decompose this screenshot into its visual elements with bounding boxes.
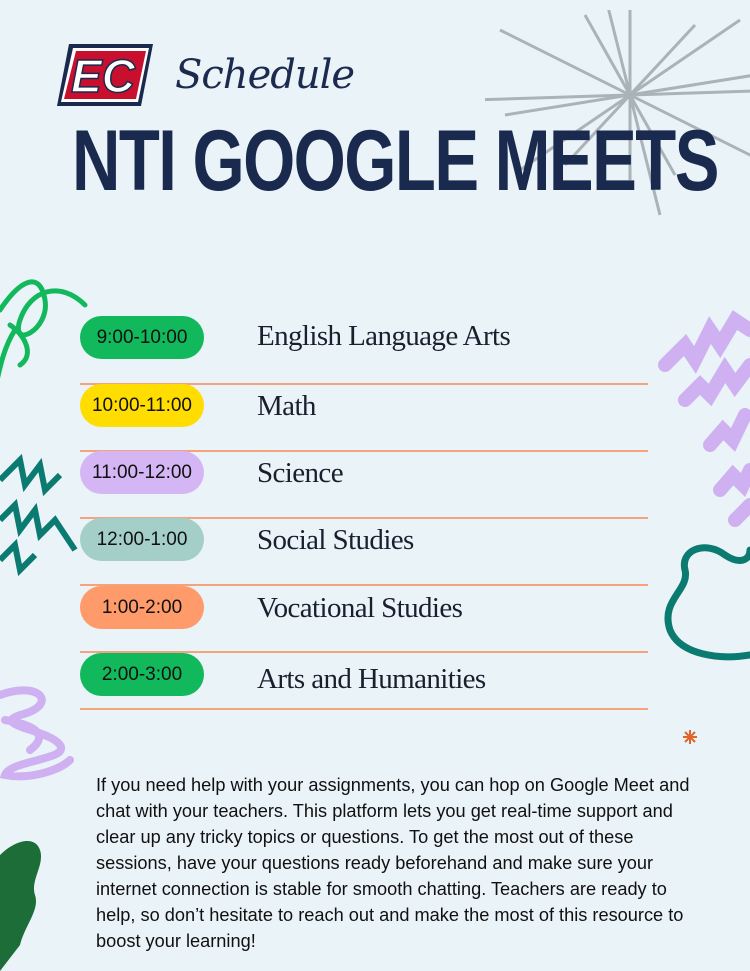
subject-label: English Language Arts	[257, 320, 511, 352]
schedule-row	[80, 316, 648, 385]
teal-loop-decoration	[660, 540, 750, 670]
time-badge: 9:00-10:00	[80, 316, 204, 359]
help-paragraph: If you need help with your assignments, you can hop on Google Meet and chat with your teachers. This platform lets you get real-time support and clear up any tricky topics or questions. To get the most out of these sessions, have your questions ready beforehand and make sure your internet connection is stable for smooth chatting. Teachers are ready to help, so don’t hesitate to reach out and make the most of this resource to boost your learning!	[96, 775, 690, 951]
schedule-row	[80, 651, 648, 710]
subject-label: Social Studies	[257, 524, 414, 556]
schedule-row	[80, 450, 648, 519]
time-badge: 2:00-3:00	[80, 653, 204, 696]
schedule-row	[80, 584, 648, 653]
time-badge: 1:00-2:00	[80, 586, 204, 629]
schedule-row	[80, 517, 648, 586]
sparkle-icon	[683, 730, 697, 744]
logo-text: EC	[71, 50, 135, 102]
ec-logo	[55, 40, 155, 110]
purple-squiggle-decoration	[655, 295, 750, 535]
page-title: NTI GOOGLE MEETS	[72, 113, 718, 209]
subject-label: Math	[257, 390, 316, 422]
schedule-subtitle: Schedule	[175, 52, 355, 98]
teal-zigzag-decoration	[0, 450, 85, 590]
subject-label: Science	[257, 457, 343, 489]
green-blob-decoration	[0, 835, 50, 971]
purple-scribble-decoration	[0, 680, 80, 790]
schedule-row	[80, 383, 648, 452]
subject-label: Vocational Studies	[257, 592, 463, 624]
subject-label: Arts and Humanities	[257, 663, 486, 695]
time-badge: 11:00-12:00	[80, 451, 204, 494]
time-badge: 10:00-11:00	[80, 384, 204, 427]
time-badge: 12:00-1:00	[80, 518, 204, 561]
